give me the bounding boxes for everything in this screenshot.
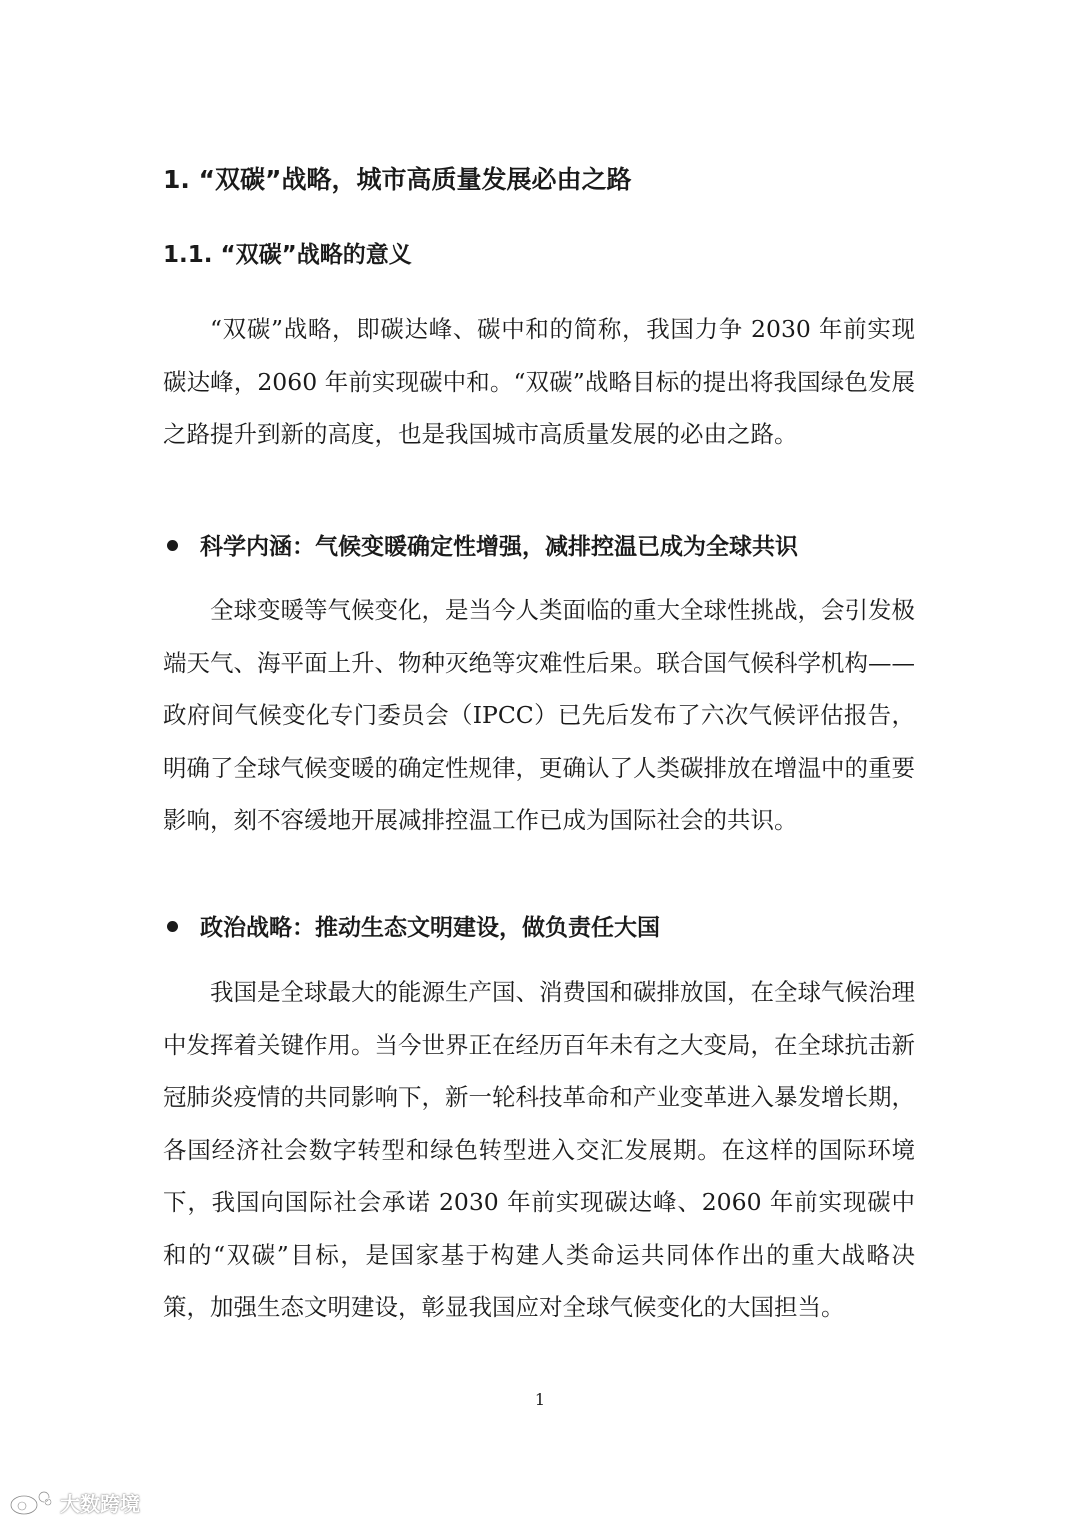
politics-paragraph: 我国是全球最大的能源生产国、消费国和碳排放国，在全球气候治理中发挥着关键作用。当今世界正在经历百年未有之大变局，在全球抗击新冠肺炎疫情的共同影响下，新一轮科技革命和产业变革进入暴发增长期，各国经济社会数字转型和绿色转型进入交汇发展期。在这样的国际环境下，我国向国际社会承诺 2030 年前实现碳达峰、2060 年前实现碳中和的“双碳”目标，是国家基于构建人类命运共同体作出的重大战略决策，加强生态文明建设，彰显我国应对全球气候变化的大国担当。 xyxy=(163,978,915,1321)
watermark xyxy=(8,1484,140,1520)
bullet-heading-science xyxy=(163,527,798,567)
weibo-logo-icon xyxy=(8,1488,54,1516)
intro-paragraph: “双碳”战略，即碳达峰、碳中和的简称，我国力争 2030 年前实现碳达峰，2060 年前实现碳中和。“双碳”战略目标的提出将我国绿色发展之路提升到新的高度，也是我国城市高质量发展的必由之路。 xyxy=(163,315,915,448)
section-heading: 1. “双碳”战略，城市高质量发展必由之路 xyxy=(163,165,632,194)
bullet-dot-icon xyxy=(167,921,178,932)
bullet-heading-text: 科学内涵：气候变暖确定性增强，减排控温已成为全球共识 xyxy=(200,534,798,560)
bullet-heading-politics xyxy=(163,908,660,948)
science-paragraph: 全球变暖等气候变化，是当今人类面临的重大全球性挑战，会引发极端天气、海平面上升、物种灭绝等灾难性后果。联合国气候科学机构——政府间气候变化专门委员会（IPCC）已先后发布了六次气候评估报告，明确了全球气候变暖的确定性规律，更确认了人类碳排放在增温中的重要影响，刻不容缓地开展减排控温工作已成为国际社会的共识。 xyxy=(163,596,915,834)
bullet-heading-text: 政治战略：推动生态文明建设，做负责任大国 xyxy=(200,915,660,941)
watermark-text: 大数跨境 xyxy=(60,1491,140,1516)
page-number: 1 xyxy=(534,1390,546,1409)
subsection-heading: 1.1. “双碳”战略的意义 xyxy=(163,242,412,268)
bullet-dot-icon xyxy=(167,540,178,551)
